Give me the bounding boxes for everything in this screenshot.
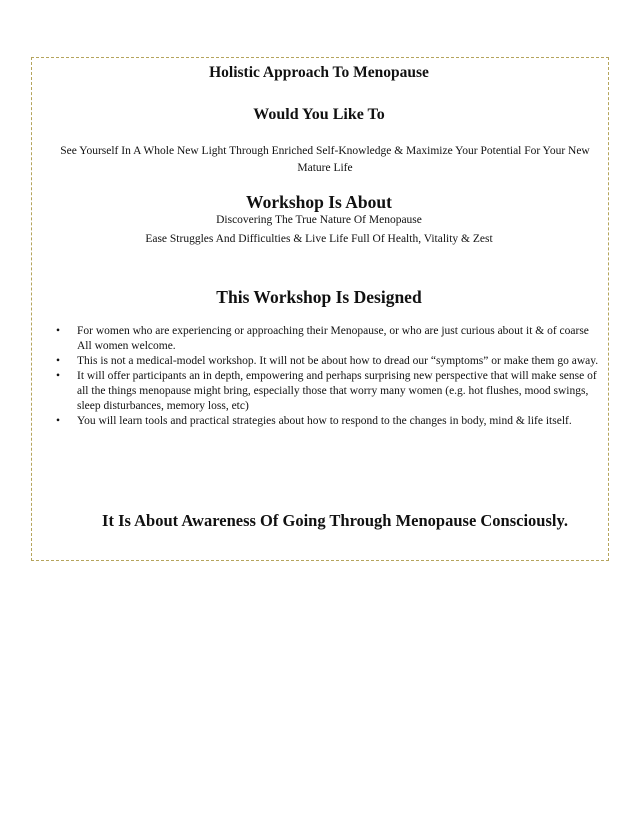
bullet-icon: • bbox=[56, 370, 61, 382]
document-title: Holistic Approach To Menopause bbox=[209, 64, 429, 81]
would-you-like-heading: Would You Like To bbox=[253, 106, 385, 123]
bullet-icon: • bbox=[56, 355, 61, 367]
bullet-icon: • bbox=[56, 415, 61, 427]
closing-statement: It Is About Awareness Of Going Through Menopause Consciously. bbox=[102, 511, 568, 530]
workshop-about-line-1: Discovering The True Nature Of Menopause bbox=[216, 214, 422, 226]
bullet-text: You will learn tools and practical strategies about how to respond to the changes in body, mind & life itself. bbox=[77, 415, 572, 427]
list-item bbox=[56, 414, 604, 429]
bullet-text: This is not a medical-model workshop. It will not be about how to dread our “symptoms” or make them go away. bbox=[77, 355, 599, 367]
workshop-about-heading: Workshop Is About bbox=[246, 192, 392, 212]
workshop-designed-heading: This Workshop Is Designed bbox=[216, 287, 422, 307]
bullet-text: For women who are experiencing or approaching their Menopause, or who are just curious about it & of coarse All women welcome. bbox=[77, 325, 589, 352]
list-item bbox=[56, 354, 604, 369]
workshop-about-line-2: Ease Struggles And Difficulties & Live Life Full Of Health, Vitality & Zest bbox=[145, 233, 493, 245]
list-item bbox=[56, 369, 604, 414]
would-you-like-text: See Yourself In A Whole New Light Through Enriched Self-Knowledge & Maximize Your Potential For Your New Mature Life bbox=[60, 145, 590, 174]
design-bullet-list bbox=[56, 324, 604, 429]
list-item bbox=[56, 324, 604, 354]
bullet-icon: • bbox=[56, 325, 61, 337]
document-border bbox=[31, 57, 609, 561]
bullet-text: It will offer participants an in depth, empowering and perhaps surprising new perspective that will make sense of all the things menopause might bring, especially those that worry many women (e.g. hot flushes, mood swings, sleep disturbances, memory loss, etc) bbox=[77, 370, 597, 412]
